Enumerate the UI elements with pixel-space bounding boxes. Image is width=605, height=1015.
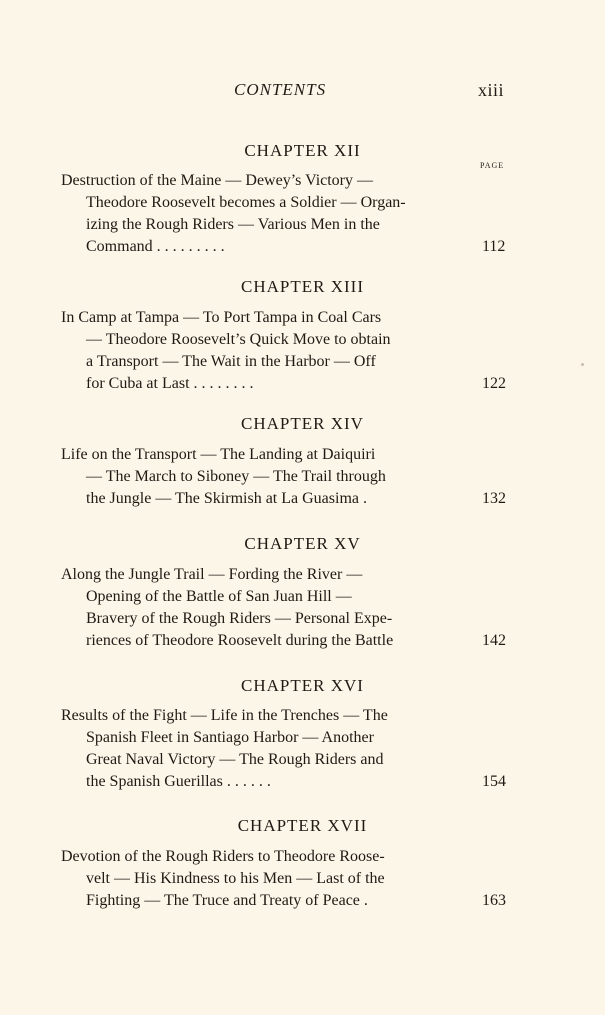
chapter-heading: CHAPTER XV [244, 534, 361, 553]
chapter-page-number: 132 [482, 490, 506, 507]
chapter-page-number: 142 [482, 632, 506, 649]
chapter-heading: CHAPTER XVI [241, 676, 364, 695]
chapter-summary-line: Theodore Roosevelt becomes a Soldier — Organ- [86, 194, 406, 211]
chapter-summary-line: izing the Rough Riders — Various Men in the [86, 216, 380, 233]
chapter-summary-line: Opening of the Battle of San Juan Hill — [86, 588, 352, 605]
paper-speck [581, 363, 584, 366]
chapter-summary-line: In Camp at Tampa — To Port Tampa in Coal Cars [61, 309, 382, 326]
running-head-page-number: xiii [478, 80, 505, 100]
chapter-page-number: 112 [482, 238, 506, 255]
chapter-summary-line: velt — His Kindness to his Men — Last of the [86, 870, 385, 887]
chapter-summary-line: the Jungle — The Skirmish at La Guasima . [86, 490, 367, 507]
chapter-summary-line: for Cuba at Last . . . . . . . . [86, 375, 254, 392]
chapter-summary-line: — The March to Siboney — The Trail through [86, 468, 386, 485]
chapter-heading: CHAPTER XIV [241, 414, 364, 433]
chapter-summary-line: Fighting — The Truce and Treaty of Peace . [86, 892, 368, 909]
chapter-summary-line: Command . . . . . . . . . [86, 238, 225, 255]
chapter-heading: CHAPTER XIII [241, 277, 364, 296]
chapter-summary-line: Great Naval Victory — The Rough Riders and [86, 751, 384, 768]
chapter-summary-line: the Spanish Guerillas . . . . . . [86, 773, 271, 790]
chapter-summary-line: Spanish Fleet in Santiago Harbor — Another [86, 729, 374, 746]
chapter-summary-line: Bravery of the Rough Riders — Personal Expe- [86, 610, 393, 627]
running-head-title: CONTENTS [234, 80, 327, 99]
chapter-summary-line: Life on the Transport — The Landing at Daiquiri [61, 446, 376, 463]
chapter-summary-line: a Transport — The Wait in the Harbor — Off [86, 353, 376, 370]
page-column-label: PAGE [480, 161, 505, 170]
chapter-heading: CHAPTER XII [244, 141, 361, 160]
chapter-heading: CHAPTER XVII [237, 816, 368, 835]
chapter-page-number: 163 [482, 892, 506, 909]
chapter-page-number: 122 [482, 375, 506, 392]
chapter-page-number: 154 [482, 773, 506, 790]
chapter-summary-line: Devotion of the Rough Riders to Theodore Roose- [61, 848, 385, 865]
chapter-summary-line: — Theodore Roosevelt’s Quick Move to obtain [86, 331, 391, 348]
running-head [0, 80, 605, 104]
chapter-summary-line: Destruction of the Maine — Dewey’s Victory — [61, 172, 374, 189]
chapter-summary-line: Results of the Fight — Life in the Trenches — The [61, 707, 388, 724]
chapter-summary-line: Along the Jungle Trail — Fording the River — [61, 566, 363, 583]
chapter-summary-line: riences of Theodore Roosevelt during the Battle [86, 632, 394, 649]
